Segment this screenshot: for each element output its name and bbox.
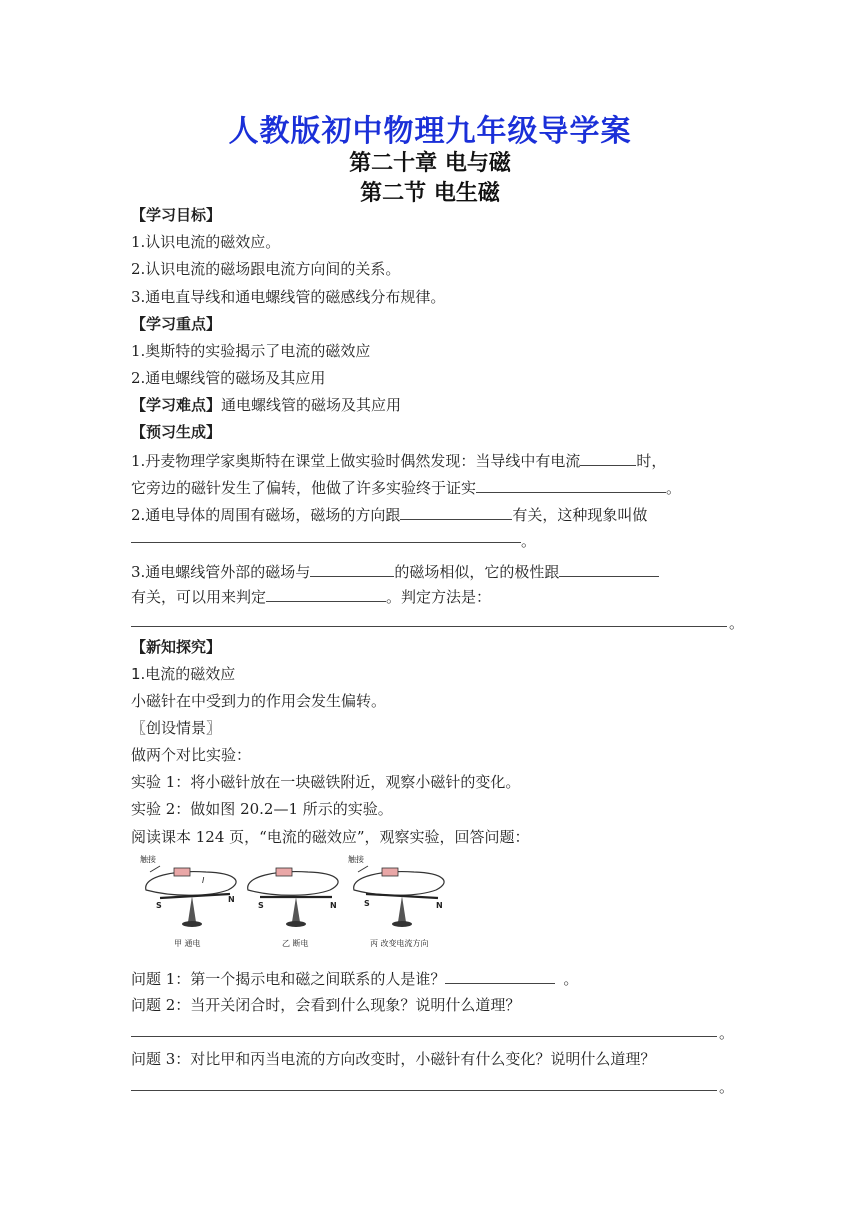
question-3: 问题 3：对比甲和丙当电流的方向改变时，小磁针有什么变化？说明什么道理？ [131,1050,656,1068]
goal-item: 1.认识电流的磁效应。 [131,233,281,251]
preview-q2-line1 [131,503,647,526]
question-2: 问题 2：当开关闭合时，会看到什么现象？说明什么道理？ [131,996,521,1014]
question-end: 。 [719,1078,735,1096]
goal-item: 2.认识电流的磁场跟电流方向间的关系。 [131,260,401,278]
answer-blank[interactable] [445,967,555,984]
preview-q3-end: 。 [729,614,745,632]
question-end: 。 [563,970,579,988]
goal-item: 3.通电直导线和通电螺线管的磁感线分布规律。 [131,288,446,306]
panel-caption: 乙 断电 [282,939,309,948]
experiment-panel-a [140,854,236,948]
goals-heading: 【学习目标】 [131,206,222,224]
focus-heading: 【学习重点】 [131,315,222,333]
panel-caption: 甲 通电 [174,939,201,948]
answer-blank[interactable] [131,1090,717,1091]
touch-label: 触接 [348,855,364,864]
answer-blank[interactable] [580,449,636,466]
section-title: 第二节 电生磁 [360,181,500,206]
explore-text: 实验 1：将小磁针放在一块磁铁附近，观察小磁针的变化。 [131,773,521,791]
answer-blank[interactable] [400,503,512,520]
preview-q2-text: 有关，这种现象叫做 [512,506,648,524]
preview-q3-text: 3.通电螺线管外部的磁场与 [131,563,311,581]
answer-blank[interactable] [266,585,386,602]
preview-q1-line2 [131,476,681,499]
preview-q1-text: 它旁边的磁针发生了偏转，他做了许多实验终于证实 [131,479,477,497]
north-pole-label: N [228,895,235,904]
difficulty-line [131,394,401,416]
preview-q1-text: 1.丹麦物理学家奥斯特在课堂上做实验时偶然发现：当导线中有电流 [131,452,581,470]
focus-item: 1.奥斯特的实验揭示了电流的磁效应 [131,342,371,360]
preview-q3-text: 。判定方法是： [386,588,492,606]
explore-heading: 【新知探究】 [131,638,222,656]
explore-text: 阅读课本 124 页，“电流的磁效应”，观察实验，回答问题： [131,828,530,846]
answer-blank[interactable] [310,560,394,577]
preview-heading: 【预习生成】 [131,423,222,441]
experiment-panel-c [348,854,444,948]
experiment-panel-b [248,868,338,948]
answer-blank[interactable] [476,476,666,493]
focus-item: 2.通电螺线管的磁场及其应用 [131,369,326,387]
south-pole-label: S [364,899,370,908]
south-pole-label: S [156,901,162,910]
answer-blank[interactable] [559,560,659,577]
question-end: 。 [719,1024,735,1042]
preview-q2-text: 2.通电导体的周围有磁场，磁场的方向跟 [131,506,401,524]
current-label: I [202,876,205,885]
preview-q1-text: 时， [636,452,667,470]
preview-q2-end: 。 [521,532,537,550]
preview-q1-text: 。 [666,479,682,497]
document-title: 人教版初中物理九年级导学案 [228,114,632,149]
explore-text: 小磁针在中受到力的作用会发生偏转。 [131,692,387,710]
preview-q3-text: 的磁场相似，它的极性跟 [394,563,560,581]
north-pole-label: N [330,901,337,910]
preview-q1-line1 [131,449,666,472]
answer-blank[interactable] [131,542,521,543]
panel-caption: 丙 改变电流方向 [370,939,429,948]
preview-q3-line2 [131,585,491,608]
chapter-title: 第二十章 电与磁 [349,151,511,176]
preview-q3-line1 [131,560,659,583]
difficulty-text: 通电螺线管的磁场及其应用 [221,396,402,414]
answer-blank[interactable] [131,1036,717,1037]
scene-heading: 〖创设情景〗 [131,719,222,737]
answer-blank[interactable] [131,626,727,627]
explore-text: 做两个对比实验： [131,746,252,764]
oersted-experiment-figure [136,852,458,952]
explore-subheading: 1.电流的磁效应 [131,665,236,683]
question-1 [131,967,578,990]
preview-q3-text: 有关，可以用来判定 [131,588,267,606]
difficulty-heading: 【学习难点】 [131,396,222,414]
question-text: 问题 1：第一个揭示电和磁之间联系的人是谁？ [131,970,446,988]
south-pole-label: S [258,901,264,910]
touch-label: 触接 [140,855,156,864]
north-pole-label: N [436,901,443,910]
explore-text: 实验 2：做如图 20.2—1 所示的实验。 [131,800,393,818]
